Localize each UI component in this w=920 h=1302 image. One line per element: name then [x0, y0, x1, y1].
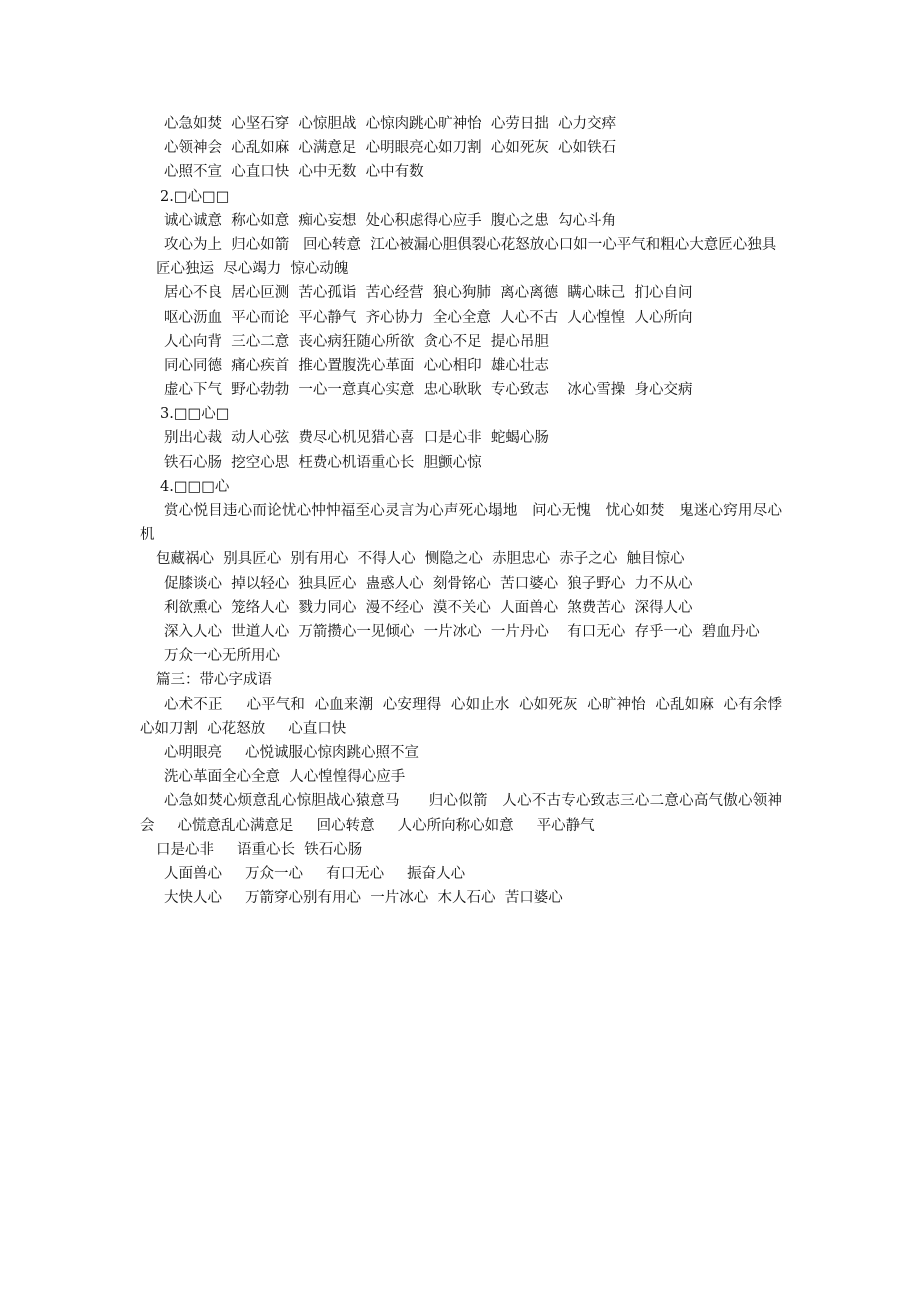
text-line-2: 心领神会 心乱如麻 心满意足 心明眼亮心如刀割 心如死灰 心如铁石: [164, 140, 617, 157]
text-line-7: 匠心独运 尽心竭力 惊心动魄: [156, 261, 349, 278]
text-line-1: 心急如焚 心坚石穿 心惊胆战 心惊肉跳心旷神怡 心劳日拙 心力交瘁: [164, 116, 617, 132]
text-line-21: 深入人心 世道人心 万箭攒心一见倾心 一片冰心 一片丹心 有口无心 存乎一心 碧血丹心: [164, 623, 760, 640]
document-page: [140, 112, 782, 910]
text-line-3: 心照不宣 心直口快 心中无数 心中有数: [164, 164, 424, 181]
text-line-20: 利欲熏心 笼络人心 戮力同心 漫不经心 漠不关心 人面兽心 煞费苦心 深得人心: [164, 599, 693, 616]
section-heading-3: 3.□□心□: [160, 406, 230, 423]
section-heading-4: 4.□□□心: [160, 478, 230, 495]
text-line-22: 万众一心无所用心: [164, 648, 280, 665]
text-line-26: 洗心革面全心全意 人心惶惶得心应手: [164, 769, 406, 786]
section-heading-2: 2.□心□□: [160, 188, 230, 205]
text-line-30: 大快人心 万箭穿心别有用心 一片冰心 木人石心 苦口婆心: [164, 890, 563, 907]
text-line-17: 赏心悦目违心而论忧心忡忡福至心灵言为心声死心塌地 问心无愧 忧心如焚 鬼迷心窍用尽心机: [140, 503, 782, 544]
text-line-14: 别出心裁 动人心弦 费尽心机见猎心喜 口是心非 蛇蝎心肠: [164, 430, 549, 447]
text-line-15: 铁石心肠 挖空心思 枉费心机语重心长 胆颤心惊: [164, 454, 482, 471]
text-line-19: 促膝谈心 掉以轻心 独具匠心 蛊惑人心 刻骨铭心 苦口婆心 狼子野心 力不从心: [164, 575, 693, 592]
text-line-10: 人心向背 三心二意 丧心病狂随心所欲 贪心不足 提心吊胆: [164, 333, 549, 350]
text-line-25: 心明眼亮 心悦诚服心惊肉跳心照不宣: [164, 744, 420, 761]
text-line-11: 同心同德 痛心疾首 推心置腹洗心革面 心心相印 雄心壮志: [164, 357, 549, 374]
section-heading-part-three: 篇三：带心字成语: [156, 672, 272, 689]
text-line-28: 口是心非 语重心长 铁石心肠: [156, 841, 363, 858]
text-line-27: 心急如焚心烦意乱心惊胆战心猿意马 归心似箭 人心不古专心致志三心二意心高气傲心领神会 心慌意乱心满意足 回心转意 人心所向称心如意 平心静气: [140, 793, 782, 834]
text-line-8: 居心不良 居心叵测 苦心孤诣 苦心经营 狼心狗肺 离心离德 瞒心昧己 扪心自问: [164, 285, 693, 302]
text-line-24: 心术不正 心平气和 心血来潮 心安理得 心如止水 心如死灰 心旷神怡 心乱如麻 心有余悸心如刀割 心花怒放 心直口快: [140, 696, 782, 737]
text-line-9: 呕心沥血 平心而论 平心静气 齐心协力 全心全意 人心不古 人心惶惶 人心所向: [164, 309, 693, 326]
text-line-18: 包藏祸心 别具匠心 别有用心 不得人心 恻隐之心 赤胆忠心 赤子之心 触目惊心: [156, 551, 685, 568]
text-line-29: 人面兽心 万众一心 有口无心 振奋人心: [164, 865, 466, 882]
text-line-6: 攻心为上 归心如箭 回心转意 江心被漏心胆俱裂心花怒放心口如一心平气和粗心大意匠心独具: [164, 236, 777, 253]
text-line-5: 诚心诚意 称心如意 痴心妄想 处心积虑得心应手 腹心之患 勾心斗角: [164, 212, 617, 229]
text-line-12: 虚心下气 野心勃勃 一心一意真心实意 忠心耿耿 专心致志 冰心雪操 身心交病: [164, 382, 693, 399]
